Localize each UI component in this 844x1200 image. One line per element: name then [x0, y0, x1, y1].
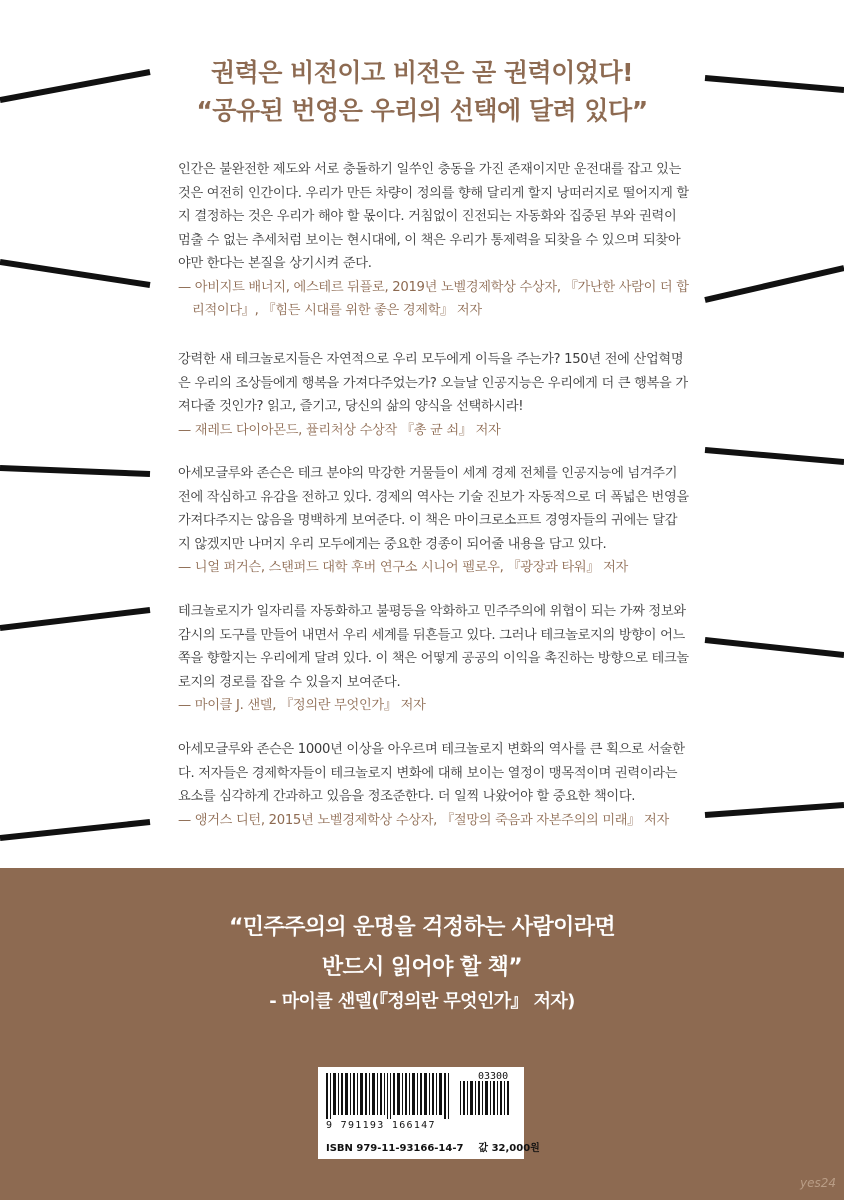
review-line: 멈출 수 없는 추세처럼 보이는 현시대에, 이 책은 우리가 통제력을 되찾을 수 있으며 되찾아 [178, 232, 681, 248]
review-line: 로지의 경로를 잡을 수 있을지 보여준다. [178, 674, 401, 690]
review-attribution [178, 809, 698, 833]
review-line: 아세모글루와 존슨은 테크 분야의 막강한 거물들이 세계 경제 전체를 인공지능에 넘겨주기 [178, 466, 678, 481]
price: 값 32,000원 [478, 1143, 540, 1154]
review-line: 져다줄 것인가? 읽고, 즐기고, 당신의 삶의 양식을 선택하시라! [178, 399, 524, 414]
attribution-line: — 마이클 J. 샌델, 『정의란 무엇인가』 저자 [178, 698, 426, 713]
barcode-digits: 9 791193 166147 [326, 1120, 436, 1131]
stripe-right-2 [705, 268, 844, 300]
review-text [178, 738, 698, 809]
review-line: 전에 작심하고 유감을 전하고 있다. 경제의 역사는 기술 진보가 자동적으로 더 폭넓은 번영을 [178, 489, 689, 505]
review-text [178, 462, 698, 556]
featured-quote [0, 908, 844, 988]
stripe-left-4 [0, 610, 150, 628]
quote-line-2: 반드시 읽어야 할 책” [321, 955, 523, 980]
review-attribution [178, 694, 698, 718]
attribution-line: — 아비지트 배너지, 에스테르 뒤플로, 2019년 노벨경제학상 수상자, 『가난한 사람이 더 합 [178, 279, 689, 295]
isbn-number: ISBN 979-11-93166-14-7 [326, 1143, 464, 1154]
review-line: 강력한 새 테크놀로지들은 자연적으로 우리 모두에게 이득을 주는가? 150년 전에 산업혁명 [178, 352, 684, 367]
barcode-add-on: 03300 [478, 1071, 509, 1082]
review-line: 아세모글루와 존슨은 1000년 이상을 아우르며 테크놀로지 변화의 역사를 큰 획으로 서술한 [178, 742, 685, 757]
headline-line-2: “공유된 번영은 우리의 선택에 달려 있다” [196, 96, 648, 125]
review-line: 감시의 도구를 만들어 내면서 우리 세계를 뒤흔들고 있다. 그러나 테크놀로지의 방향이 어느 [178, 627, 685, 643]
review-line: 쪽을 향할지는 우리에게 달려 있다. 이 책은 어떻게 공공의 이익을 촉진하는 방향으로 테크놀 [178, 651, 689, 666]
stripe-right-3 [705, 450, 844, 462]
attribution-line: — 앵거스 디턴, 2015년 노벨경제학상 수상자, 『절망의 죽음과 자본주의의 미래』 저자 [178, 812, 669, 828]
review-line: 인간은 불완전한 제도와 서로 충돌하기 일쑤인 충동을 가진 존재이지만 운전대를 잡고 있는 [178, 162, 682, 177]
review-line: 요소를 심각하게 간과하고 있음을 정조준한다. 더 일찍 나왔어야 할 중요한 책이다. [178, 789, 636, 804]
headline-line-1: 권력은 비전이고 비전은 곧 권력이었다! [210, 58, 634, 87]
review-text [178, 158, 698, 276]
stripe-left-5 [0, 822, 150, 838]
stripe-left-3 [0, 468, 150, 474]
review-1 [178, 158, 698, 323]
review-3 [178, 462, 698, 580]
isbn-price-line [326, 1139, 540, 1154]
attribution-line: — 니얼 퍼거슨, 스탠퍼드 대학 후버 연구소 시니어 펠로우, 『광장과 타워』 저자 [178, 560, 628, 575]
review-attribution [178, 276, 698, 323]
review-line: 야만 한다는 본질을 상기시켜 준다. [178, 256, 372, 271]
stripe-right-5 [705, 805, 844, 815]
isbn-barcode-box [318, 1067, 540, 1159]
review-attribution [178, 419, 698, 443]
review-line: 지 결정하는 것은 우리가 해야 할 몫이다. 거침없이 진전되는 자동화와 집중된 부와 권력이 [178, 209, 677, 224]
review-5 [178, 738, 698, 832]
watermark: yes24 [799, 1176, 836, 1190]
review-line: 테크놀로지가 일자리를 자동화하고 불평등을 악화하고 민주주의에 위협이 되는 가짜 정보와 [178, 604, 686, 619]
attribution-line: 리적이다』, 『힘든 시대를 위한 좋은 경제학』 저자 [192, 303, 482, 318]
review-line: 지 않겠지만 나머지 우리 모두에게는 중요한 경종이 되어줄 내용을 담고 있다. [178, 536, 607, 552]
stripe-left-2 [0, 262, 150, 285]
review-attribution [178, 556, 698, 580]
headline [0, 54, 844, 130]
quote-author: - 마이클 샌델(『정의란 무엇인가』 저자) [269, 991, 575, 1012]
stripe-right-4 [705, 640, 844, 655]
review-text [178, 348, 698, 419]
review-line: 다. 저자들은 경제학자들이 테크놀로지 변화에 대해 보이는 열정이 맹목적이며 권력이라는 [178, 765, 678, 781]
review-line: 것은 여전히 인간이다. 우리가 만든 차량이 정의를 향해 달리게 할지 낭떠러지로 떨어지게 할 [178, 185, 689, 201]
review-4 [178, 600, 698, 718]
review-line: 은 우리의 조상들에게 행복을 가져다주었는가? 오늘날 인공지능은 우리에게 더 큰 행복을 가 [178, 375, 688, 391]
review-line: 가져다주지는 않음을 명백하게 보여준다. 이 책은 마이크로소프트 경영자들의 귀에는 달갑 [178, 513, 678, 528]
quote-line-1: “민주주의의 운명을 걱정하는 사람이라면 [228, 915, 616, 940]
review-2 [178, 348, 698, 442]
review-text [178, 600, 698, 694]
attribution-line: — 재레드 다이아몬드, 퓰리처상 수상작 『총 균 쇠』 저자 [178, 422, 501, 438]
